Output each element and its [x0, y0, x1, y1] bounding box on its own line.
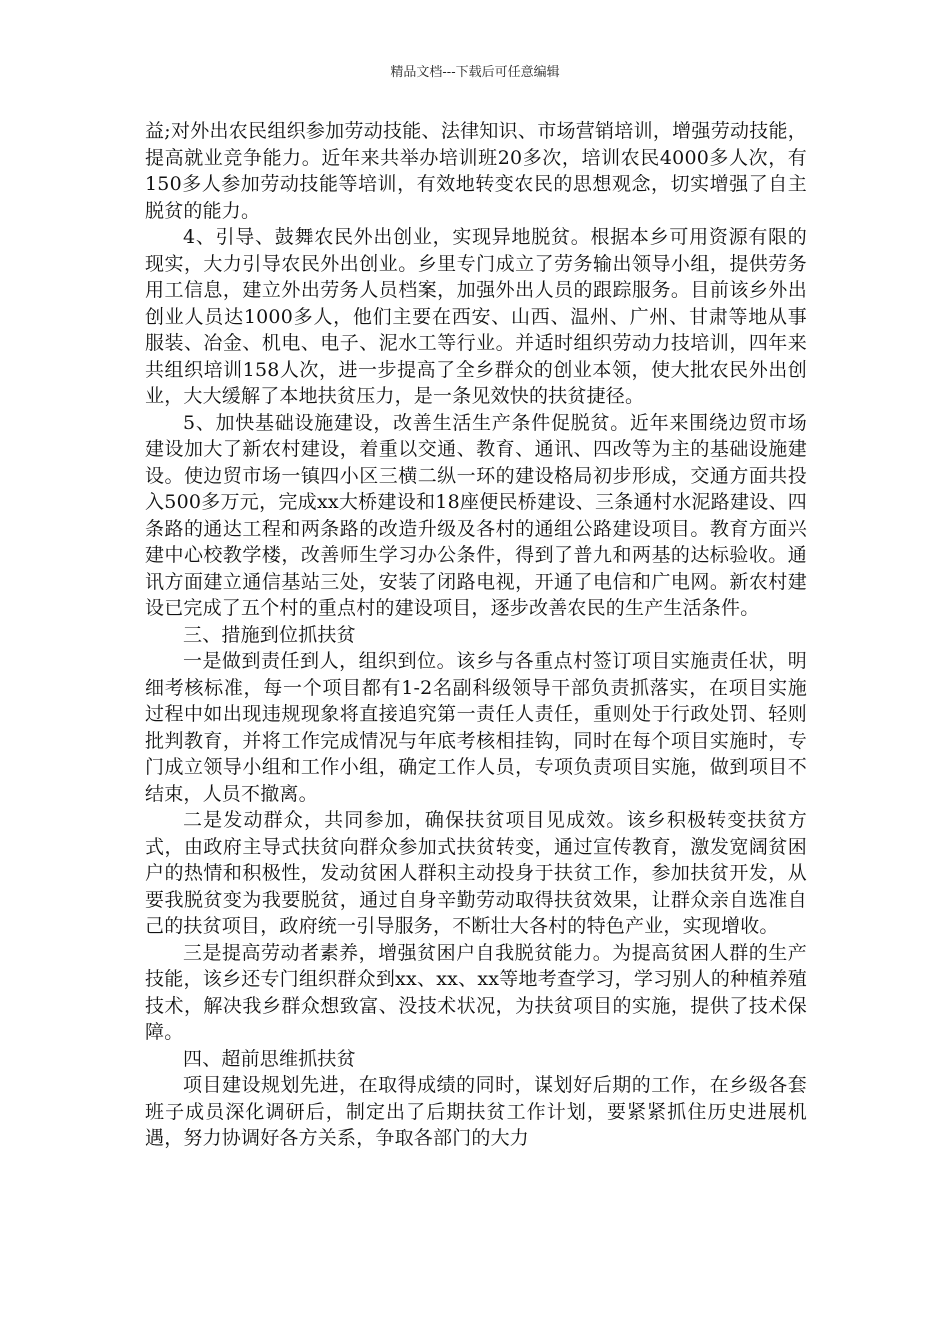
paragraph-infrastructure: 5、加快基础设施建设，改善生活生产条件促脱贫。近年来围绕边贸市场建设加大了新农村建设，着重以交通、教育、通讯、四改等为主的基础设施建设。使边贸市场一镇四小区三横二纵一环的建设格局初步形成，交通方面共投入500多万元，完成xx大桥建设和18座便民桥建设、三条通村水泥路建设、四条路的通达工程和两条路的改造升级及各村的通组公路建设项目。教育方面兴建中心校教学楼，改善师生学习办公条件，得到了普九和两基的达标验收。通讯方面建立通信基站三处，安装了闭路电视，开通了电信和广电网。新农村建设已完成了五个村的重点村的建设项目，逐步改善农民的生产生活条件。 [145, 411, 807, 619]
document-body [145, 118, 807, 1152]
paragraph-migrant-work: 4、引导、鼓舞农民外出创业，实现异地脱贫。根据本乡可用资源有限的现实，大力引导农民外出创业。乡里专门成立了劳务输出领导小组，提供劳务用工信息，建立外出劳务人员档案，加强外出人员的跟踪服务。目前该乡外出创业人员达1000多人，他们主要在西安、山西、温州、广州、甘肃等地从事服装、冶金、机电、电子、泥水工等行业。并适时组织劳动力技培训，四年来共组织培训158人次，进一步提高了全乡群众的创业本领，使大批农民外出创业，大大缓解了本地扶贫压力，是一条见效快的扶贫捷径。 [145, 226, 807, 407]
paragraph-responsibility: 一是做到责任到人，组织到位。该乡与各重点村签订项目实施责任状，明细考核标准，每一个项目都有1-2名副科级领导干部负责抓落实，在项目实施过程中如出现违规现象将直接追究第一责任人责任，重则处于行政处罚、轻则批判教育，并将工作完成情况与年底考核相挂钩，同时在每个项目实施时，专门成立领导小组和工作小组，确定工作人员，专项负责项目实施，做到项目不结束，人员不撤离。 [145, 650, 807, 805]
section-heading-measures: 三、措施到位抓扶贫 [183, 623, 356, 646]
paragraph-training: 益;对外出农民组织参加劳动技能、法律知识、市场营销培训，增强劳动技能，提高就业竞争能力。近年来共举办培训班20多次，培训农民4000多人次，有150多人参加劳动技能等培训，有效地转变农民的思想观念，切实增强了自主脱贫的能力。 [145, 120, 807, 222]
page-header: 精品文档---下载后可任意编辑 [390, 65, 560, 80]
paragraph-planning: 项目建设规划先进，在取得成绩的同时，谋划好后期的工作，在乡级各套班子成员深化调研后，制定出了后期扶贫工作计划，要紧紧抓住历史进展机遇，努力协调好各方关系，争取各部门的大力 [145, 1074, 807, 1149]
paragraph-worker-quality: 三是提高劳动者素养，增强贫困户自我脱贫能力。为提高贫困人群的生产技能，该乡还专门组织群众到xx、xx、xx等地考查学习，学习别人的种植养殖技术，解决我乡群众想致富、没技术状况，为扶贫项目的实施，提供了技术保障。 [145, 941, 807, 1043]
section-heading-forward-thinking: 四、超前思维抓扶贫 [183, 1047, 356, 1070]
paragraph-mobilize-masses: 二是发动群众，共同参加，确保扶贫项目见成效。该乡积极转变扶贫方式，由政府主导式扶贫向群众参加式扶贫转变，通过宣传教育，激发宽阔贫困户的热情和积极性，发动贫困人群积主动投身于扶贫工作，参加扶贫开发，从要我脱贫变为我要脱贫，通过自身辛勤劳动取得扶贫效果，让群众亲自选准自己的扶贫项目，政府统一引导服务，不断壮大各村的特色产业，实现增收。 [145, 809, 807, 937]
